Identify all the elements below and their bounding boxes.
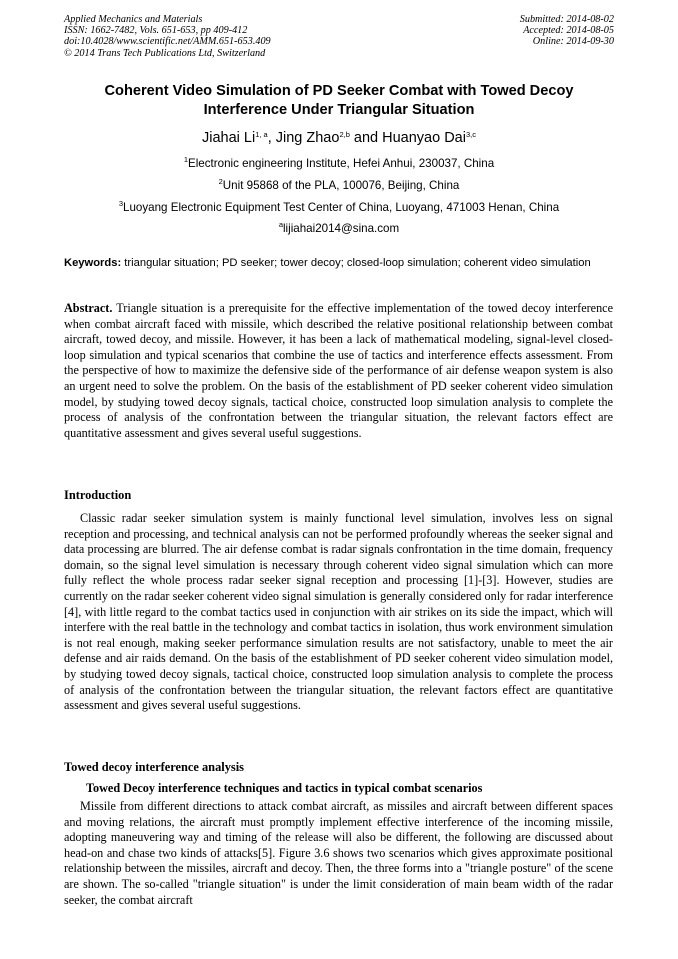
- paper-title: [60, 82, 618, 120]
- affiliation-2: $^2$Unit 95868 of the PLA, 100076, Beijing, China: [218, 177, 460, 192]
- author-2: , Jing Zhao: [267, 130, 340, 146]
- submitted-date: Submitted: 2014-08-02: [519, 14, 614, 25]
- journal-header: [64, 14, 271, 59]
- abstract-label: Abstract.: [64, 301, 113, 315]
- subsection-heading: Towed Decoy interference techniques and tactics in typical combat scenarios: [86, 781, 483, 795]
- introduction-heading: Introduction: [64, 488, 132, 502]
- copyright-line: © 2014 Trans Tech Publications Ltd, Switzerland: [64, 47, 266, 59]
- dates-header: [520, 14, 614, 48]
- issn-line: ISSN: 1662-7482, Vols. 651-653, pp 409-412: [64, 25, 248, 37]
- abstract-text: Triangle situation is a prerequisite for the effective implementation of the towed decoy interference when combat aircraft faced with missile, which described the relative positional relationship between combat aircraft, towed decoy, and missile. However, it has been a lack of mathematical modeling, signal-level closed-loop simulation and typical scenarios that combine the use of tactics and interference effects assessment. From the perspective of how to maximize the defensive side of the performance of air defense weapon system is also an urgent need to solve the problem. On the basis of the establishment of PD seeker coherent video simulation model, by studying towed decoy signals, tactical choice, constructed loop simulation analysis to complete the process of analysis of the confrontation between the triangular situation, the relevant factors effect are quantitative assessment and gives several useful suggestions.: [64, 301, 613, 440]
- affiliation-3: $^3$Luoyang Electronic Equipment Test Center of China, Luoyang, 471003 Henan, China: [118, 199, 560, 214]
- author-1: Jiahai Li: [201, 130, 256, 146]
- author-1-sup: 1, a: [255, 130, 268, 139]
- author-2-sup: 2,b: [339, 130, 350, 139]
- journal-name: Applied Mechanics and Materials: [64, 14, 203, 25]
- doi-line: doi:10.4028/www.scientific.net/AMM.651-653.409: [64, 36, 271, 48]
- section-text: Missile from different directions to attack combat aircraft, as missiles and aircraft between different spaces and moving relations, the aircraft must promptly implement effective interference of the incoming missile, adopting maneuvering way and timing of the release will also be different, the following are discussed about head-on and chase two kinds of attacks[5]. Figure 3.6 shows two scenarios which gives approximate positional relationship between the missiles, aircraft and decoy. Then, the three forms into a "triangle posture" of the scene are shown. The so-called "triangle situation" is under the limit consideration of main beam width of the radar seeker, the combat aircraft: [64, 799, 613, 907]
- introduction-text: Classic radar seeker simulation system is mainly functional level simulation, involves less on signal reception and processing, and technical analysis can not be performed profoundly whereas the seeker signal and data processing are blurred. The air defense combat is radar signals confrontation in the time domain, frequency domain, so the signal level simulation is necessary through coherent video signal simulation which can more fully reflect the whole process radar seeker signal reception and processing [1]-[3]. However, studies are currently on the radar seeker coherent video signal simulation is generally considered only for radar interference [4], with little regard to the combat tactics used in conjunction with air strikes on its side the impact, which will interfere with the real battle in the technology and combat tactics in isolation, thus work environment simulation is not real enough, making seeker performance simulation results are not satisfactory, unable to meet the air defense and air raids demand. On the basis of the establishment of PD seeker coherent video simulation model, by studying towed decoy signals, tactical choice, constructed loop simulation analysis to complete the process of analysis of the confrontation between the triangular situation, the relevant factors effect are quantitative assessment and gives several useful suggestions.: [64, 511, 613, 713]
- author-3: and Huanyao Dai: [353, 130, 466, 146]
- keywords: [64, 256, 613, 271]
- author-list: [0, 128, 678, 148]
- keywords-label: Keywords:: [64, 257, 122, 269]
- abstract: [64, 301, 613, 441]
- section-heading: Towed decoy interference analysis: [64, 760, 244, 774]
- title-line-1: Coherent Video Simulation of PD Seeker Combat with Towed Decoy: [104, 83, 574, 99]
- online-date: Online: 2014-09-30: [532, 36, 614, 48]
- author-3-sup: 3,c: [465, 130, 476, 139]
- accepted-date: Accepted: 2014-08-05: [523, 25, 614, 37]
- email: $^a$lijiahai2014@sina.com: [278, 220, 400, 235]
- keywords-text: triangular situation; PD seeker; tower decoy; closed-loop simulation; coherent video simulation: [121, 257, 591, 269]
- title-line-2: Interference Under Triangular Situation: [203, 102, 475, 118]
- affiliation-1: $^1$Electronic engineering Institute, Hefei Anhui, 230037, China: [183, 155, 495, 170]
